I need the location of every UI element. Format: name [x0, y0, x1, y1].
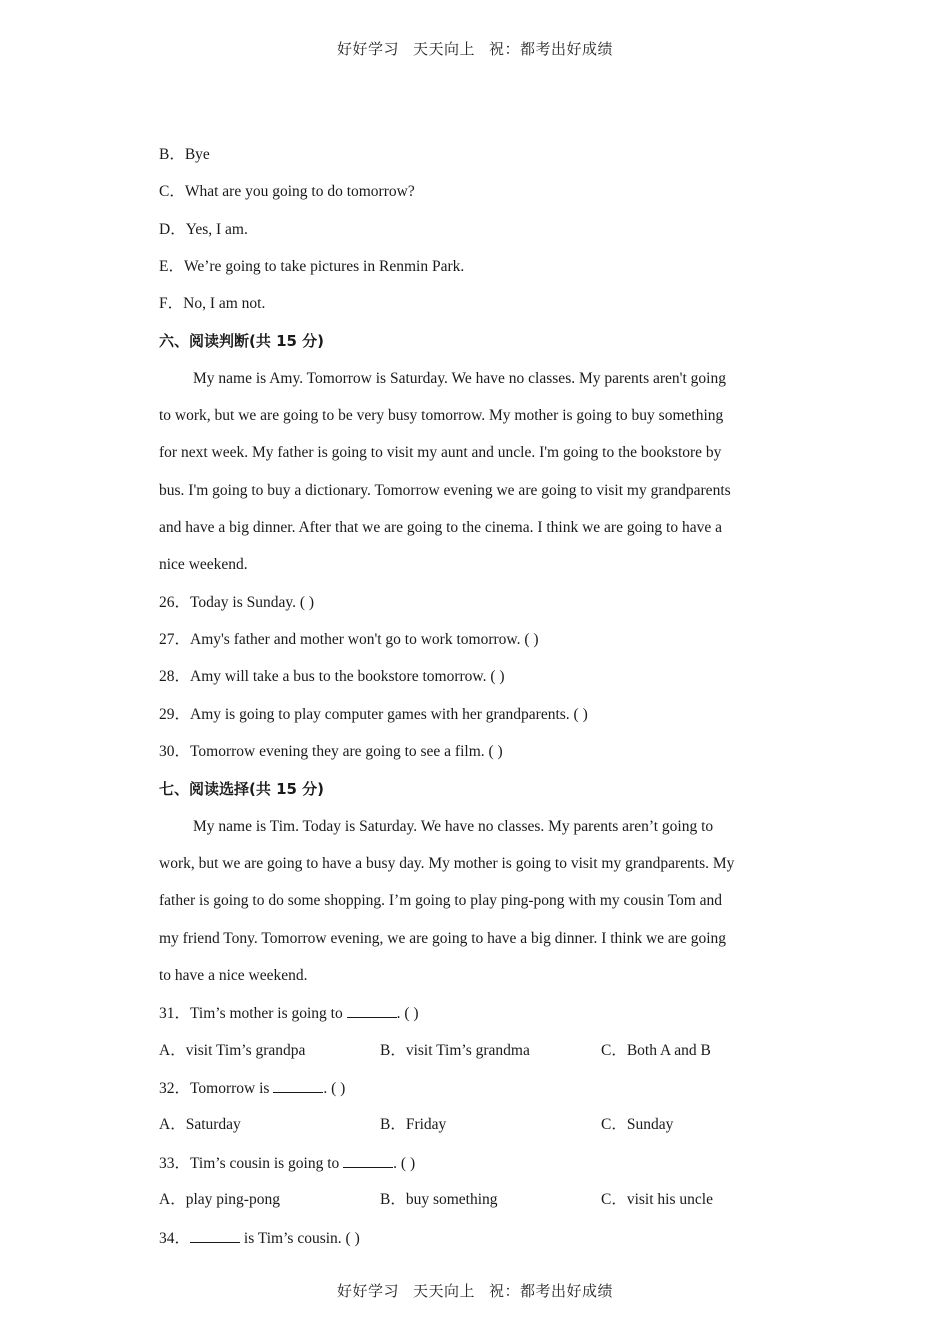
passage-line: for next week. My father is going to visit my aunt and uncle. I'm going to the bookstore by: [159, 444, 722, 461]
footer-motto-2: 天天向上: [412, 1282, 475, 1300]
header-motto-3: 祝：都考出好成绩: [489, 40, 614, 58]
footer-motto-3: 祝：都考出好成绩: [489, 1282, 614, 1300]
q31-option-b: B．visit Tim’s grandma: [380, 1042, 530, 1059]
q31-option-c: C．Both A and B: [601, 1042, 711, 1059]
passage-line: to have a nice weekend.: [159, 967, 308, 984]
q33-option-c: C．visit his uncle: [601, 1191, 713, 1208]
option-b: B．Bye: [159, 146, 210, 163]
question-28: 28．Amy will take a bus to the bookstore tomorrow. ( ): [159, 668, 505, 685]
option-e: E．We’re going to take pictures in Renmin Park.: [159, 258, 465, 275]
passage-line: My name is Amy. Tomorrow is Saturday. We have no classes. My parents aren't going: [193, 370, 726, 387]
footer-motto-1: 好好学习: [336, 1282, 399, 1300]
question-30: 30．Tomorrow evening they are going to see a film. ( ): [159, 743, 503, 760]
question-32: 32．Tomorrow is . ( ): [159, 1080, 346, 1097]
section-6-title: 六、阅读判断(共 15 分): [159, 332, 325, 350]
question-34: 34． is Tim’s cousin. ( ): [159, 1230, 360, 1247]
q32-option-c: C．Sunday: [601, 1116, 674, 1133]
passage-line: father is going to do some shopping. I’m going to play ping-pong with my cousin Tom and: [159, 892, 723, 909]
passage-line: nice weekend.: [159, 556, 248, 573]
page-header: [0, 38, 950, 59]
passage-line: My name is Tim. Today is Saturday. We have no classes. My parents aren’t going to: [193, 818, 714, 835]
q32-option-b: B．Friday: [380, 1116, 447, 1133]
header-motto-2: 天天向上: [412, 40, 475, 58]
q31-option-a: A．visit Tim’s grandpa: [159, 1042, 306, 1059]
passage-line: and have a big dinner. After that we are going to the cinema. I think we are going to have a: [159, 519, 722, 536]
page-footer: [0, 1280, 950, 1301]
option-f: F．No, I am not.: [159, 295, 266, 312]
question-27: 27．Amy's father and mother won't go to work tomorrow. ( ): [159, 631, 539, 648]
question-26: 26．Today is Sunday. ( ): [159, 594, 315, 611]
section-7-title: 七、阅读选择(共 15 分): [159, 780, 325, 798]
question-29: 29．Amy is going to play computer games with her grandparents. ( ): [159, 706, 588, 723]
passage-line: bus. I'm going to buy a dictionary. Tomorrow evening we are going to visit my grandparents: [159, 482, 731, 499]
passage-line: work, but we are going to have a busy day. My mother is going to visit my grandparents. My: [159, 855, 735, 872]
question-33: 33．Tim’s cousin is going to . ( ): [159, 1155, 416, 1172]
q33-option-b: B．buy something: [380, 1191, 498, 1208]
q32-option-a: A．Saturday: [159, 1116, 241, 1133]
header-motto-1: 好好学习: [336, 40, 399, 58]
q33-option-a: A．play ping-pong: [159, 1191, 280, 1208]
option-c: C．What are you going to do tomorrow?: [159, 183, 415, 200]
passage-line: to work, but we are going to be very busy tomorrow. My mother is going to buy something: [159, 407, 724, 424]
passage-line: my friend Tony. Tomorrow evening, we are going to have a big dinner. I think we are going: [159, 930, 727, 947]
option-d: D．Yes, I am.: [159, 221, 248, 238]
question-31: 31．Tim’s mother is going to . ( ): [159, 1005, 419, 1022]
